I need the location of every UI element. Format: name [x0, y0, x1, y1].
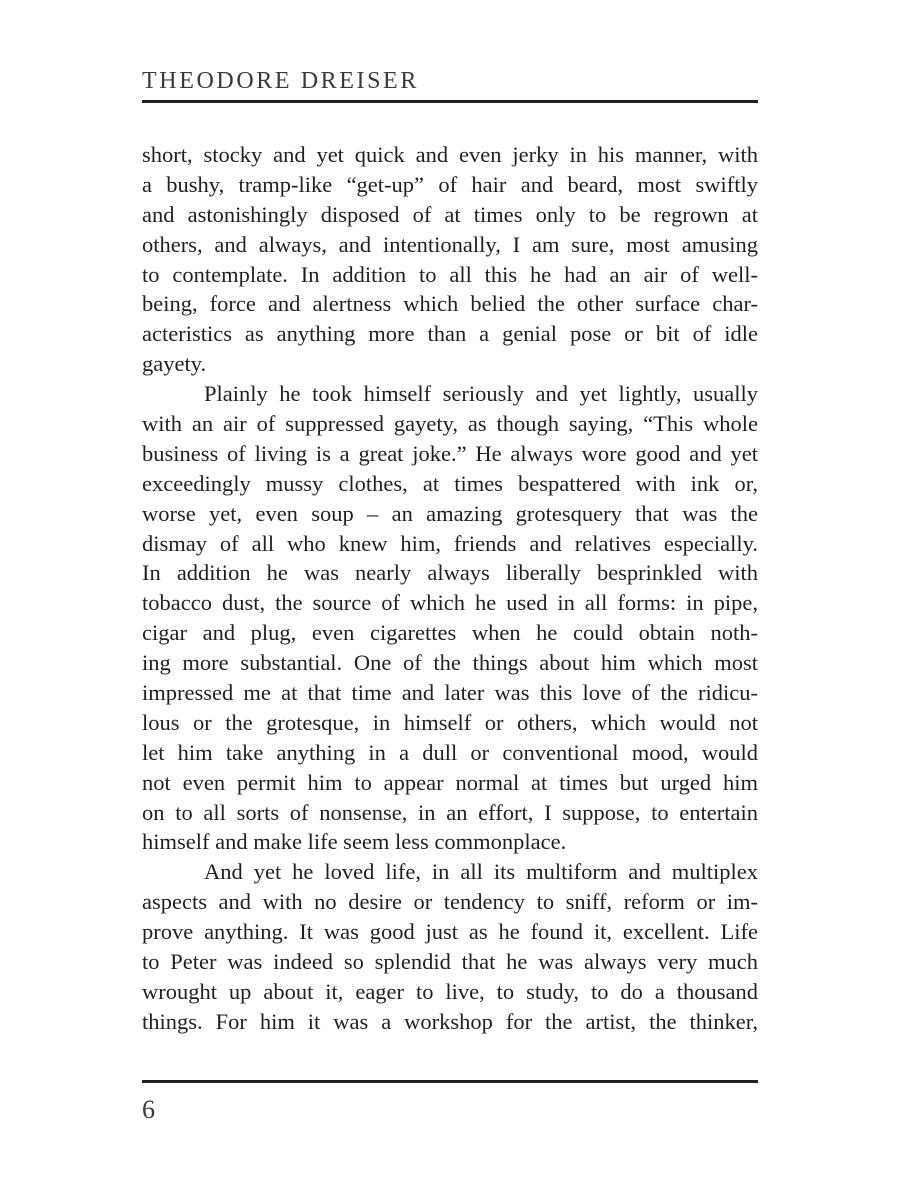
text-line: gayety.	[142, 351, 207, 377]
text-line: let him take anything in a dull or conventional mood, would	[142, 739, 758, 765]
page-number: 6	[142, 1095, 155, 1124]
text-line: impressed me at that time and later was this love of the ridicu-	[142, 680, 758, 706]
text-line: and astonishingly disposed of at times only to be regrown at	[142, 201, 758, 227]
text-line: prove anything. It was good just as he found it, excellent. Life	[142, 919, 758, 945]
text-line: cigar and plug, even cigarettes when he could obtain noth-	[142, 620, 758, 646]
text-line: business of living is a great joke.” He always wore good and yet	[142, 440, 758, 466]
paragraph-first-line: Plainly he took himself seriously and yet lightly, usually	[204, 381, 758, 407]
text-line: short, stocky and yet quick and even jerky in his manner, with	[142, 142, 758, 167]
text-line: to contemplate. In addition to all this he had an air of well-	[142, 261, 758, 287]
text-line: In addition he was nearly always liberally besprinkled with	[142, 560, 758, 586]
text-line: being, force and alertness which belied the other surface char-	[142, 291, 758, 317]
paragraph-first-line: And yet he loved life, in all its multiform and multiplex	[204, 859, 758, 885]
text-line: worse yet, even soup – an amazing grotesquery that was the	[142, 500, 758, 526]
text-line: not even permit him to appear normal at times but urged him	[142, 769, 758, 795]
text-line: wrought up about it, eager to live, to study, to do a thousand	[142, 978, 758, 1004]
text-line: others, and always, and intentionally, I am sure, most amusing	[142, 231, 758, 257]
body-text	[142, 140, 758, 1037]
text-line: tobacco dust, the source of which he used in all forms: in pipe,	[142, 590, 758, 616]
text-line: himself and make life seem less commonplace.	[142, 829, 567, 855]
text-line: with an air of suppressed gayety, as though saying, “This whole	[142, 411, 758, 437]
text-line: ing more substantial. One of the things about him which most	[142, 650, 758, 676]
text-line: a bushy, tramp-like “get-up” of hair and beard, most swiftly	[142, 171, 758, 197]
text-line: acteristics as anything more than a genial pose or bit of idle	[142, 321, 758, 347]
text-line: things. For him it was a workshop for the artist, the thinker,	[142, 1008, 758, 1034]
text-line: lous or the grotesque, in himself or others, which would not	[142, 709, 758, 735]
text-line: on to all sorts of nonsense, in an effort, I suppose, to entertain	[142, 799, 758, 825]
text-line: to Peter was indeed so splendid that he was always very much	[142, 949, 758, 975]
footer-rule	[142, 1080, 758, 1083]
text-line: aspects and with no desire or tendency to sniff, reform or im-	[142, 889, 758, 915]
text-line: exceedingly mussy clothes, at times bespattered with ink or,	[142, 470, 758, 496]
header-rule	[142, 100, 758, 103]
text-line: dismay of all who knew him, friends and relatives especially.	[142, 530, 758, 556]
running-head: THEODORE DREISER	[142, 68, 419, 94]
